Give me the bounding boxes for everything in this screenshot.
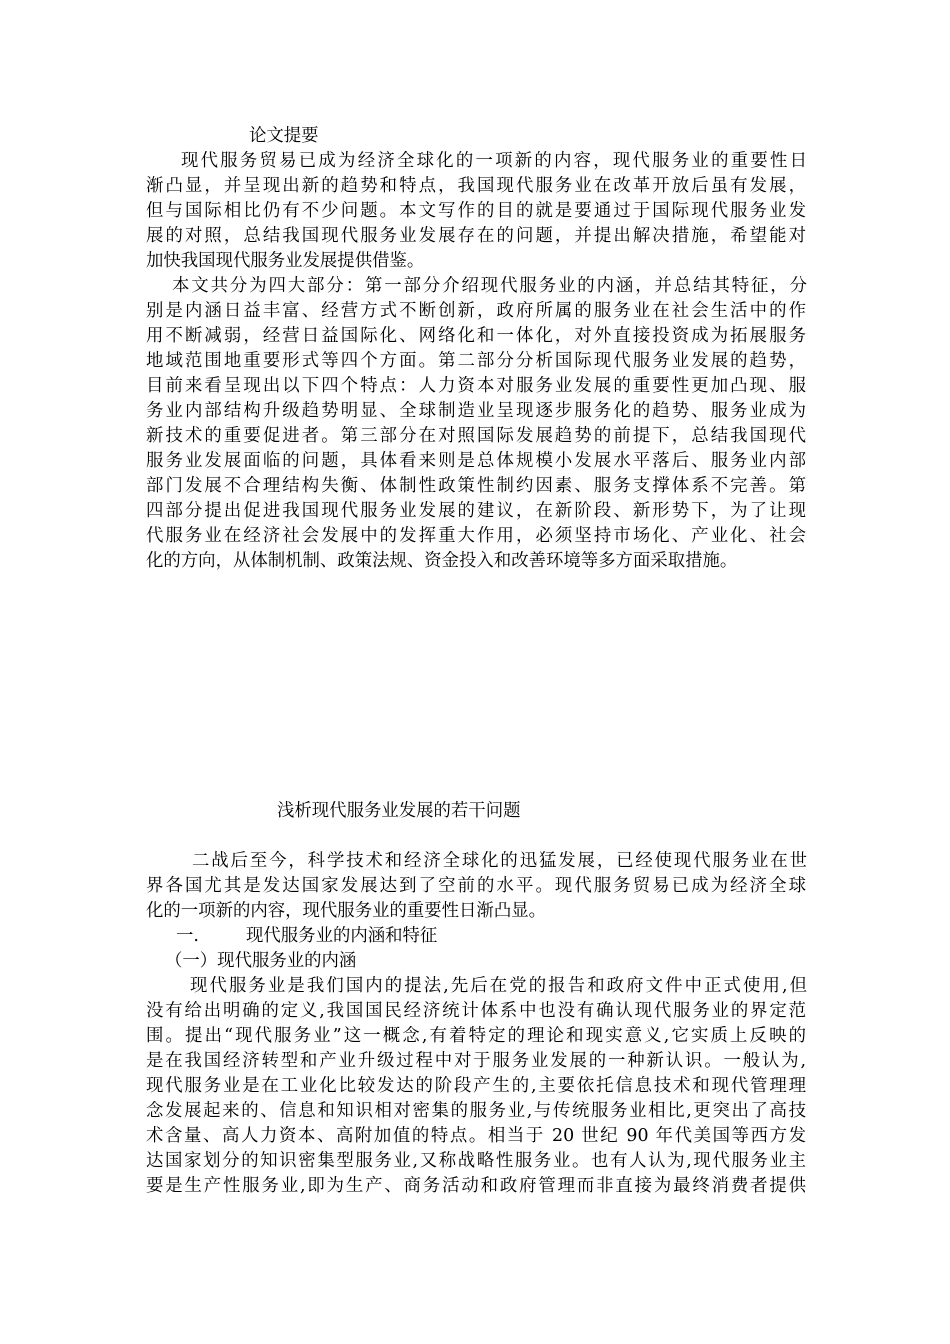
section-number: 一. [176,926,199,946]
text-line: 目前来看呈现出以下四个特点：人力资本对服务业发展的重要性更加凸现、服 [146,376,806,396]
text-line: 新技术的重要促进者。第三部分在对照国际发展趋势的前提下，总结我国现代 [146,426,806,446]
text-line: 加快我国现代服务业发展提供借鉴。 [146,251,425,271]
text-line: 用不断减弱，经营日益国际化、网络化和一体化，对外直接投资成为拓展服务 [146,326,806,346]
text-line: 没有给出明确的定义,我国国民经济统计体系中也没有确认现代服务业的界定范 [146,1001,806,1021]
text-line: 是在我国经济转型和产业升级过程中对于服务业发展的一种新认识。一般认为, [146,1051,806,1071]
text-line: 念发展起来的、信息和知识相对密集的服务业,与传统服务业相比,更突出了高技 [146,1101,806,1121]
text-line: 围。提出“现代服务业”这一概念,有着特定的理论和现实意义,它实质上反映的 [146,1026,806,1046]
text-line: 现代服务业是在工业化比较发达的阶段产生的,主要依托信息技术和现代管理理 [146,1076,806,1096]
text-line: 展的对照，总结我国现代服务业发展存在的问题，并提出解决措施，希望能对 [146,226,806,246]
text-line: 代服务业在经济社会发展中的发挥重大作用，必须坚持市场化、产业化、社会 [146,526,806,546]
text-line: 达国家划分的知识密集型服务业,又称战略性服务业。也有人认为,现代服务业主 [146,1151,806,1171]
article-title: 浅析现代服务业发展的若干问题 [277,801,521,821]
section-title: 现代服务业的内涵和特征 [246,926,438,946]
text-line: 现代服务贸易已成为经济全球化的一项新的内容，现代服务业的重要性日 [181,151,807,171]
text-line: 部门发展不合理结构失衡、体制性政策性制约因素、服务支撑体系不完善。第 [146,476,806,496]
abstract-title: 论文提要 [249,126,319,146]
text-line: 地域范围地重要形式等四个方面。第二部分分析国际现代服务业发展的趋势， [146,351,806,371]
text-line: 渐凸显，并呈现出新的趋势和特点，我国现代服务业在改革开放后虽有发展， [146,176,806,196]
text-line: 但与国际相比仍有不少问题。本文写作的目的就是要通过于国际现代服务业发 [146,201,806,221]
text-line: 术含量、高人力资本、高附加值的特点。相当于 20 世纪 90 年代美国等西方发 [146,1126,806,1146]
text-line: 服务业发展面临的问题，具体看来则是总体规模小发展水平落后、服务业内部 [146,451,806,471]
text-line: 化的一项新的内容，现代服务业的重要性日渐凸显。 [146,901,546,921]
subsection-heading: （一）现代服务业的内涵 [165,951,357,971]
text-line: 界各国尤其是发达国家发展达到了空前的水平。现代服务贸易已成为经济全球 [146,876,806,896]
text-line: 本文共分为四大部分：第一部分介绍现代服务业的内涵，并总结其特征，分 [172,276,807,296]
text-line: 务业内部结构升级趋势明显、全球制造业呈现逐步服务化的趋势、服务业成为 [146,401,806,421]
text-line: 二战后至今，科学技术和经济全球化的迅猛发展，已经使现代服务业在世 [192,851,807,871]
text-line: 要是生产性服务业,即为生产、商务活动和政府管理而非直接为最终消费者提供 [146,1176,806,1196]
text-line: 四部分提出促进我国现代服务业发展的建议，在新阶段、新形势下，为了让现 [146,501,806,521]
section-heading [176,924,437,948]
text-line: 别是内涵日益丰富、经营方式不断创新，政府所属的服务业在社会生活中的作 [146,301,806,321]
text-line: 现代服务业是我们国内的提法,先后在党的报告和政府文件中正式使用,但 [190,976,807,996]
text-line: 化的方向，从体制机制、政策法规、资金投入和改善环境等多方面采取措施。 [146,551,738,571]
